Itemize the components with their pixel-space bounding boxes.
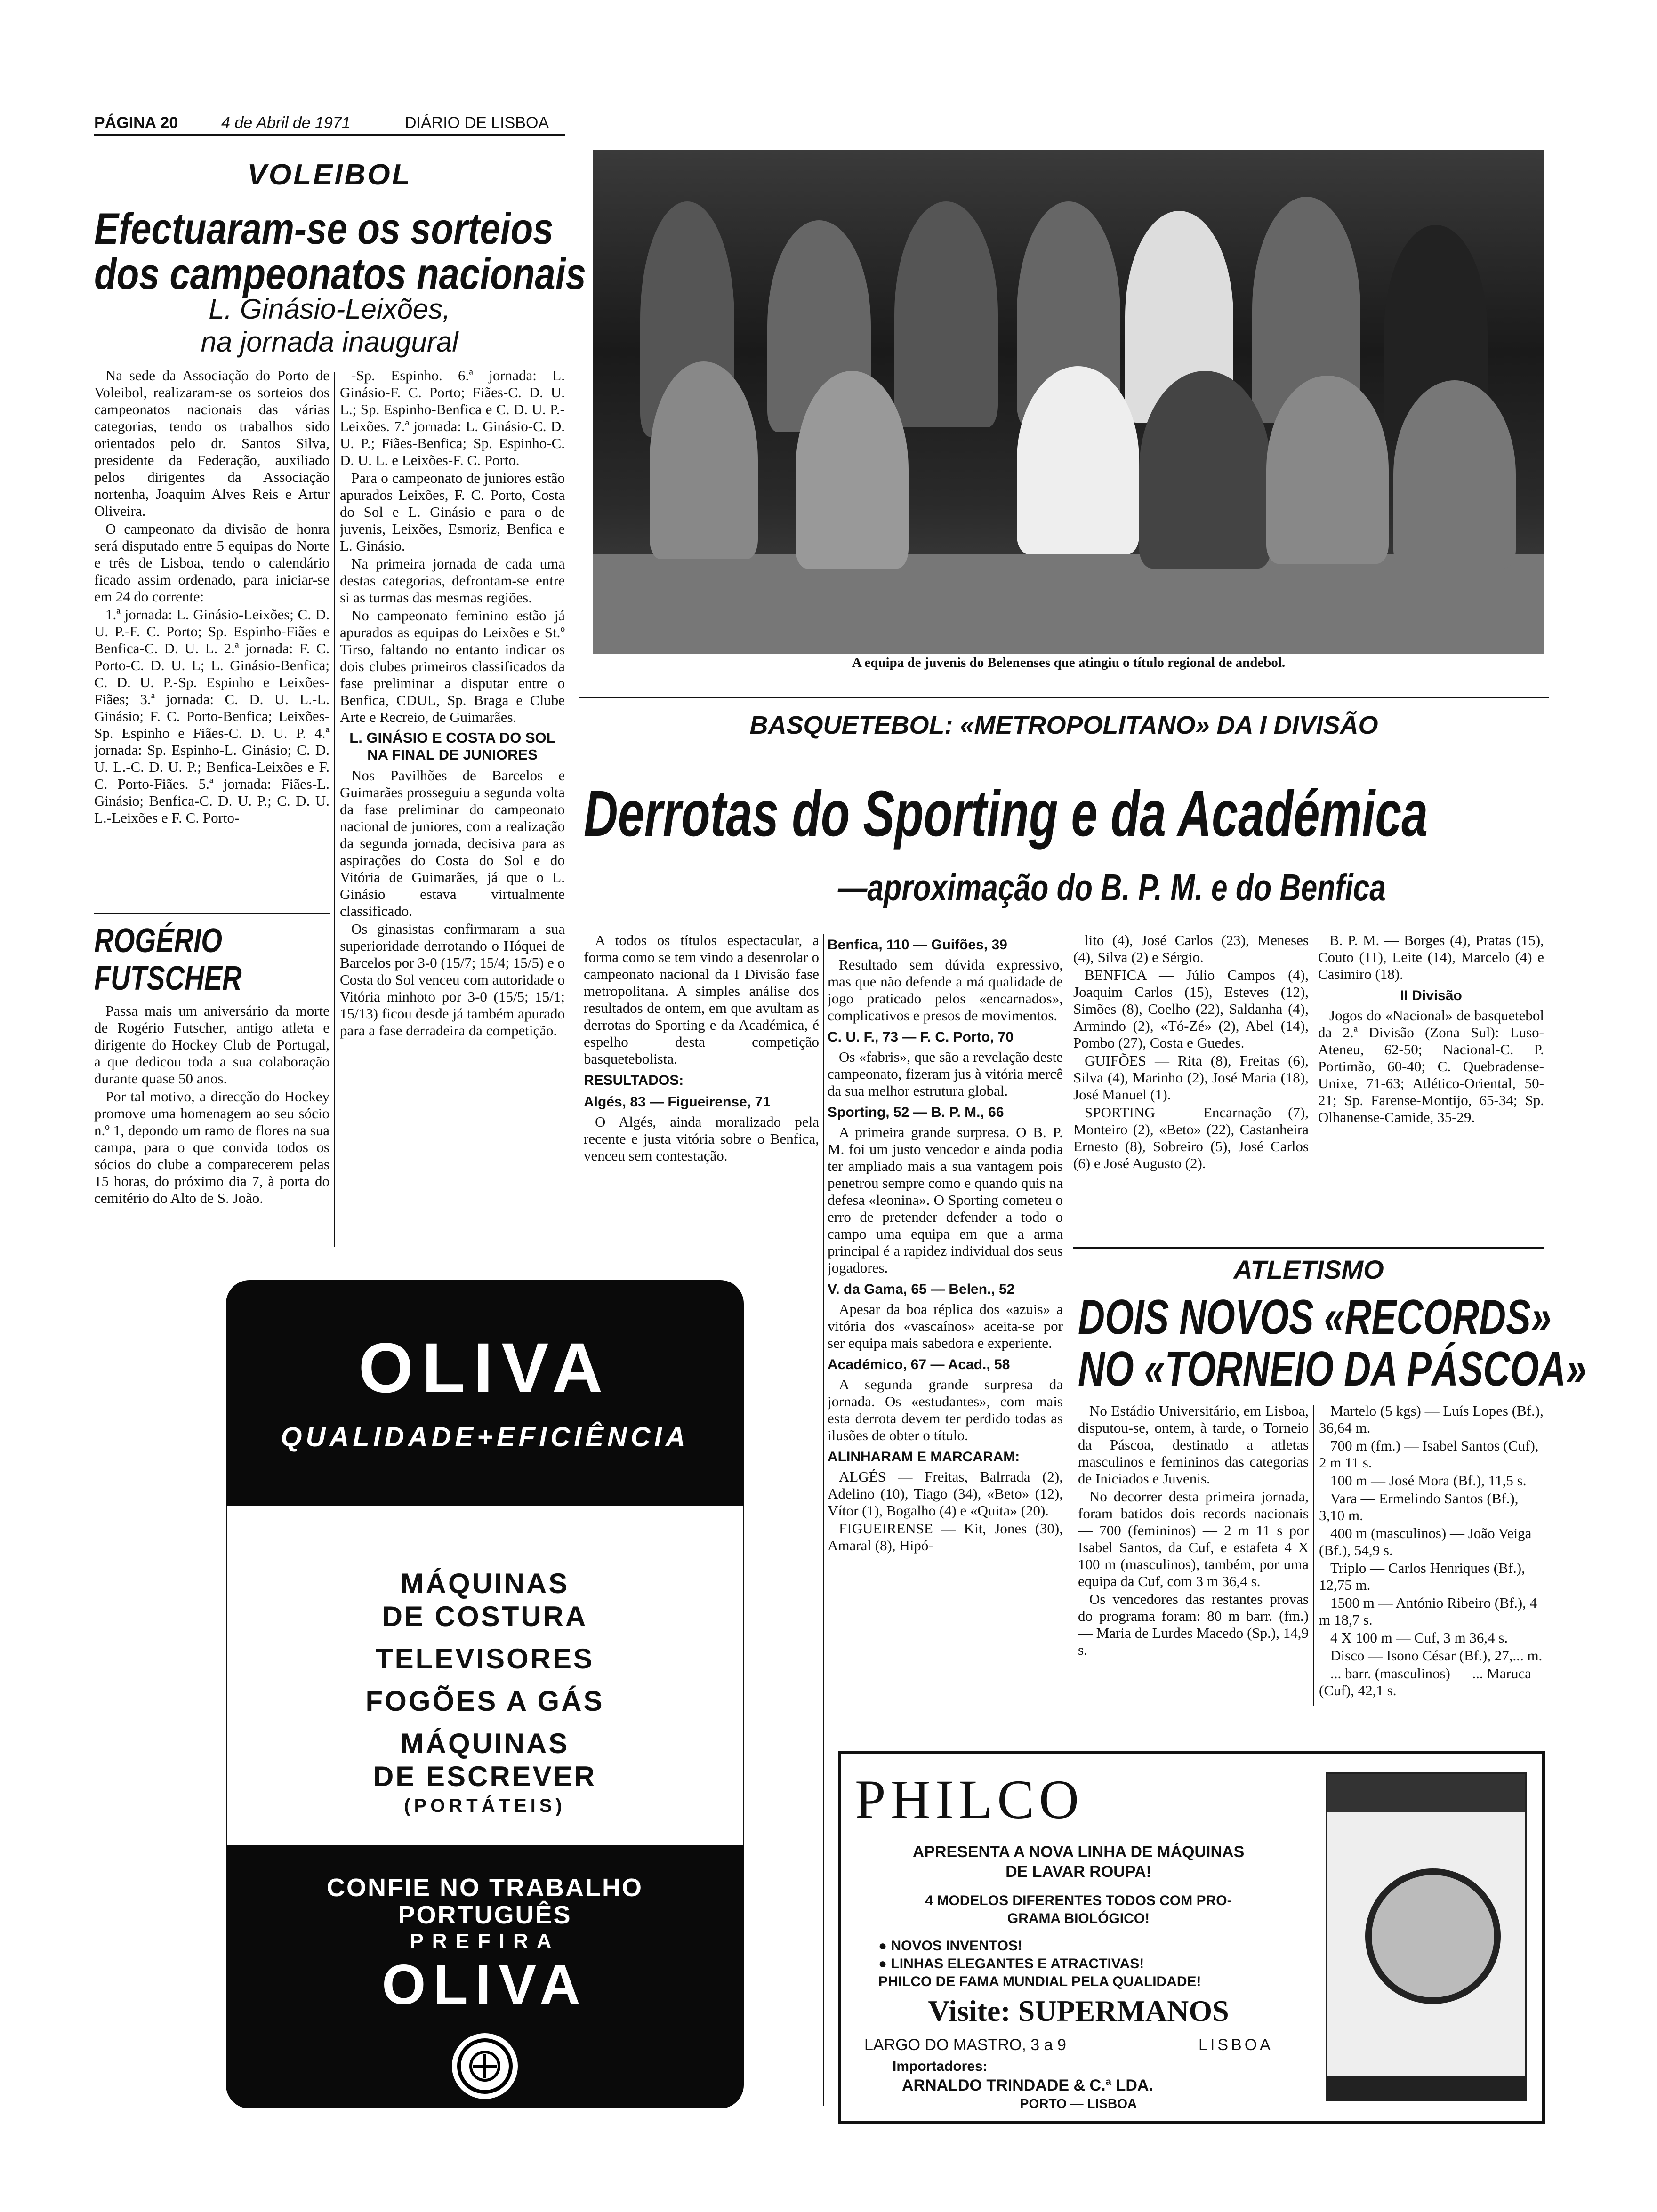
results-label: RESULTADOS: (584, 1073, 684, 1088)
photo-player (796, 371, 909, 569)
philco-city: LISBOA (1199, 2036, 1273, 2054)
result-line: Martelo (5 kgs) — Luís Lopes (Bf.), 36,64 m. (1319, 1403, 1544, 1436)
paragraph: FIGUEIRENSE — Kit, Jones (30), Amaral (8), Hipó- (828, 1520, 1063, 1554)
product-stoves: FOGÕES A GÁS (365, 1685, 604, 1717)
philco-importers-label: Importadores: (893, 2059, 988, 2074)
futscher-body (94, 1002, 330, 1247)
paragraph: A todos os títulos espectacular, a forma como se tem vindo a desenrolar o campeonato nacional da I Divisão fase metropolitana. A simples análise dos resultados de ontem, em que avultam as derrotas do Sporting e da Académica, é espelho desta competição basquetebolista. (584, 932, 819, 1067)
paragraph: A segunda grande surpresa da jornada. Os «estudantes», com mais esta derrota devem ter perdido todas as ilusões de obter o título. (828, 1376, 1063, 1443)
paragraph: B. P. M. — Borges (4), Pratas (15), Couto (11), Leite (14), Marcelo (4) e Casimiro (18). (1318, 932, 1544, 982)
paragraph: Para o campeonato de juniores estão apurados Leixões, F. C. Porto, Costa do Sol e L. Ginásio e para o de juvenis, Leixões, Esmoriz, Benfica e L. Ginásio. (340, 470, 565, 554)
oliva-confie-2: PORTUGUÊS (398, 1901, 572, 1929)
result-line: Disco — Isono César (Bf.), 27,... m. (1330, 1647, 1543, 1664)
philco-visite: Visite: SUPERMANOS (928, 1994, 1229, 2028)
futscher-title-1: ROGÉRIO (94, 922, 223, 960)
paragraph: No decorrer desta primeira jornada, foram batidos dois records nacionais — 700 (femininos) — 2 m 11 s por Isabel Santos, da Cuf, e estafeta 4 X 100 m (masculinos), também, por uma equipa da Cuf, com 3 m 36,4 s. (1078, 1488, 1309, 1589)
product-tv: TELEVISORES (375, 1643, 595, 1675)
atletismo-column-1 (1078, 1403, 1309, 1713)
result-cuf-porto: C. U. F., 73 — F. C. Porto, 70 (828, 1029, 1014, 1045)
futscher-title-2: FUTSCHER (94, 960, 242, 997)
philco-line-1: APRESENTA A NOVA LINHA DE MÁQUINAS (912, 1843, 1245, 1861)
washing-machine-image (1316, 1758, 1533, 2107)
photo-player (1139, 371, 1271, 569)
philco-logo: PHILCO (855, 1769, 1084, 1830)
oliva-logo-2: OLIVA (382, 1953, 588, 2016)
result-line: 1500 m — António Ribeiro (Bf.), 4 m 18,7 s. (1319, 1595, 1537, 1628)
column-divider (823, 934, 824, 2106)
philco-bullet-3: PHILCO DE FAMA MUNDIAL PELA QUALIDADE! (878, 1974, 1201, 1989)
basket-column-2 (828, 932, 1063, 1746)
voleibol-deck-2: na jornada inaugural (201, 326, 458, 358)
basket-column-4 (1318, 932, 1544, 1271)
paragraph: Nos Pavilhões de Barcelos e Guimarães prosseguiu a segunda volta da fase preliminar do campeonato nacional de juniores, com a realização da segunda jornada, decisiva para as aspirações do Costa do Sol e do Vitória de Guimarães, já que o L. Ginásio estava virtualmente classificado. (340, 767, 565, 919)
philco-importer-city: PORTO — LISBOA (1020, 2096, 1137, 2111)
result-line: 400 m (masculinos) — João Veiga (Bf.), 54,9 s. (1319, 1525, 1532, 1558)
photo-player (894, 201, 998, 427)
product-typewriter-2: DE ESCREVER (373, 1761, 597, 1792)
oliva-products (226, 1506, 744, 1846)
photo-player (650, 361, 758, 559)
result-line: ... barr. (masculinos) — ... Maruca (Cuf), 42,1 s. (1319, 1665, 1531, 1699)
oliva-bottom-panel (226, 1845, 744, 2108)
photo-floor (593, 554, 1544, 654)
paragraph: SPORTING — Encarnação (7), Monteiro (2), «Beto» (22), Castanheira Ernesto (8), Sobreiro (5), José Carlos (6) e José Augusto (2). (1073, 1104, 1309, 1171)
philco-bullet-2: ● LINHAS ELEGANTES E ATRACTIVAS! (878, 1956, 1144, 1972)
newspaper-name: DIÁRIO DE LISBOA (405, 114, 549, 132)
issue-date: 4 de Abril de 1971 (221, 114, 351, 132)
oliva-emblem-icon (452, 2033, 518, 2099)
philco-line-4: GRAMA BIOLÓGICO! (1007, 1911, 1150, 1926)
voleibol-section-label: VOLEIBOL (247, 159, 412, 191)
voleibol-deck-1: L. Ginásio-Leixões, (209, 293, 450, 325)
paragraph: lito (4), José Carlos (23), Meneses (4), Silva (2) e Sérgio. (1073, 932, 1309, 965)
result-line: 4 X 100 m — Cuf, 3 m 36,4 s. (1330, 1629, 1508, 1646)
paragraph: Na primeira jornada de cada uma destas categorias, defrontam-se entre si as turmas das mesmas regiões. (340, 555, 565, 606)
basket-column-1 (584, 932, 819, 1271)
result-gama-belenenses: V. da Gama, 65 — Belen., 52 (828, 1282, 1015, 1297)
atletismo-headline-2: NO «TORNEIO DA PÁSCOA» (1078, 1342, 1587, 1396)
philco-importer-name: ARNALDO TRINDADE & C.ª LDA. (902, 2076, 1153, 2094)
paragraph: O Algés, ainda moralizado pela recente e justa vitória sobre o Benfica, venceu sem contestação. (584, 1114, 819, 1164)
philco-address: LARGO DO MASTRO, 3 a 9 (864, 2036, 1066, 2054)
product-sewing-2: DE COSTURA (382, 1601, 588, 1632)
oliva-confie-1: CONFIE NO TRABALHO (327, 1874, 643, 1902)
product-portable: (PORTÁTEIS) (404, 1795, 566, 1816)
philco-line-2: DE LAVAR ROUPA! (1005, 1863, 1151, 1881)
result-line: 100 m — José Mora (Bf.), 11,5 s. (1330, 1472, 1527, 1489)
washer-body (1326, 1772, 1527, 2101)
paragraph: O campeonato da divisão de honra será disputado entre 5 equipas do Norte e três de Lisboa, tendo o calendário ficado assim ordenado, para iniciar-se em 24 do corrente: (94, 521, 330, 605)
column-divider (334, 372, 335, 1247)
result-sporting-bpm: Sporting, 52 — B. P. M., 66 (828, 1105, 1004, 1120)
basket-headline: Derrotas do Sporting e da Académica (584, 777, 1428, 850)
product-typewriter-1: MÁQUINAS (400, 1728, 570, 1759)
voleibol-column-1 (94, 367, 330, 908)
basket-deck: —aproximação do B. P. M. e do Benfica (838, 866, 1386, 908)
result-line: Vara — Ermelindo Santos (Bf.), 3,10 m. (1319, 1490, 1519, 1523)
page-header (94, 114, 565, 133)
philco-line-3: 4 MODELOS DIFERENTES TODOS COM PRO- (925, 1893, 1232, 1908)
atletismo-rule (1073, 1247, 1544, 1249)
atletismo-column-2 (1319, 1403, 1544, 1713)
washer-base (1327, 2076, 1525, 2099)
paragraph: No campeonato feminino estão já apurados as equipas do Leixões e St.º Tirso, faltando no entanto indicar os dois clubes primeiros classificados da fase preliminar a disputar entre o Benfica, CDUL, Sp. Braga e Clube Arte e Recreio, de Guimarães. (340, 607, 565, 725)
voleibol-column-2 (340, 367, 565, 1247)
voleibol-headline-1: Efectuaram-se os sorteios (94, 204, 554, 253)
paragraph: 1.ª jornada: L. Ginásio-Leixões; C. D. U. P.-F. C. Porto; Sp. Espinho-Fiães e Benfica-C. D. U. L. 2.ª jornada: F. C. Porto-C. D. U. L; L. Ginásio-Benfica; C. D. U. P.-Sp. Espinho e Leixões-Fiães; 3.ª jornada: C. D. U. L.-L. Ginásio; F. C. Porto-Benfica; Leixões-Sp. Espinho e Fiães-C. D. U. P. 4.ª jornada: Sp. Espinho-L. Ginásio; C. D. U. L.-C. D. U. P.; Benfica-Leixões e F. C. Porto-Fiães. 5.ª jornada: Fiães-L. Ginásio; Benfica-C. D. U. P.; C. D. U. L.-Leixões e F. C. Porto- (94, 606, 330, 826)
oliva-slogan: QUALIDADE+EFICIÊNCIA (281, 1422, 689, 1452)
oliva-advertisement (226, 1280, 744, 2118)
paragraph: ALGÉS — Freitas, Balrrada (2), Adelino (10), Tiago (34), «Beto» (12), Vítor (1), Bogalho (4) e «Quita» (20). (828, 1468, 1063, 1519)
paragraph: Passa mais um aniversário da morte de Rogério Futscher, antigo atleta e dirigente do Hockey Club de Portugal, a que dedicou toda a sua colaboração durante quase 50 anos. (94, 1002, 330, 1087)
column-divider (1313, 1405, 1314, 1706)
photo-caption: A equipa de juvenis do Belenenses que atingiu o título regional de andebol. (852, 655, 1286, 670)
photo-rule (579, 697, 1549, 698)
paragraph: Os «fabris», que são a revelação deste campeonato, fizeram jus à vitória mercê da sua melhor estrutura global. (828, 1049, 1063, 1099)
division-2-label: II Divisão (1400, 988, 1462, 1003)
futscher-rule (94, 913, 330, 914)
paragraph: Jogos do «Nacional» de basquetebol da 2.ª Divisão (Zona Sul): Luso-Ateneu, 62-50; Nacional-C. P. Portimão, 60-40; C. Quebradense-Unixe, 71-63; Atlético-Oriental, 50-21; Sp. Farense-Montijo, 65-34; Sp. Olhanense-Camide, 35-29. (1318, 1007, 1544, 1125)
paragraph: Os vencedores das restantes provas do programa foram: 80 m barr. (fm.) — Maria de Lurdes Macedo (Sp.), 14,9 s. (1078, 1591, 1309, 1658)
product-sewing-1: MÁQUINAS (400, 1568, 570, 1599)
paragraph: GUIFÕES — Rita (8), Freitas (6), Silva (4), Marinho (2), José Maria (18), José Manuel (1). (1073, 1052, 1309, 1103)
paragraph: A primeira grande surpresa. O B. P. M. foi um justo vencedor e ainda podia ter ampliado mais a sua vantagem pois penetrou sempre como e quando quis na defesa «leonina». O Sporting cometeu o erro de pretender defender a todo o campo uma equipa em que a arma principal é a rapidez individual dos seus jogadores. (828, 1124, 1063, 1276)
atletismo-section-label: ATLETISMO (1233, 1255, 1384, 1284)
basket-section-label: BASQUETEBOL: «METROPOLITANO» DA I DIVISÃO (749, 711, 1378, 739)
paragraph: Os ginasistas confirmaram a sua superioridade derrotando o Hóquei de Barcelos por 3-0 (15/7; 15/4; 15/5) e o Costa do Sol venceu com autoridade o Vitória minhoto por 3-0 (15/5; 15/1; 15/13) ficou desde já também apurado para a fase derradeira da competição. (340, 921, 565, 1039)
paragraph: Apesar da boa réplica dos «azuis» a vitória dos «vascaínos» aceita-se por ser equipa mais sabedora e experiente. (828, 1301, 1063, 1351)
atletismo-headline-1: DOIS NOVOS «RECORDS» (1078, 1290, 1552, 1345)
result-academico-academica: Académico, 67 — Acad., 58 (828, 1357, 1010, 1372)
photo-player (1393, 380, 1516, 569)
philco-advertisement (838, 1751, 1545, 2124)
result-line: Triplo — Carlos Henriques (Bf.), 12,75 m. (1319, 1560, 1525, 1593)
result-benfica-guifões: Benfica, 110 — Guifões, 39 (828, 937, 1007, 953)
team-photo (593, 150, 1544, 654)
paragraph: BENFICA — Júlio Campos (4), Joaquim Carlos (15), Esteves (12), Simões (8), Coelho (22), Saldanha (4), Armindo (2), «Tó-Zé» (2), Abel (14), Pombo (27), Costa e Guedes. (1073, 967, 1309, 1051)
result-line: 700 m (fm.) — Isabel Santos (Cuf), 2 m 11 s. (1319, 1437, 1539, 1471)
oliva-prefira: PREFIRA (410, 1930, 560, 1953)
paragraph: Por tal motivo, a direcção do Hockey promove uma homenagem ao seu sócio n.º 1, depondo um ramo de flores na sua campa, para o que convida todos os sócios do clube a comparecerem pelas 15 horas, do próximo dia 7, à porta do cemitério do Alto de S. João. (94, 1088, 330, 1206)
philco-bullet-1: ● NOVOS INVENTOS! (878, 1938, 1022, 1954)
oliva-top-panel (226, 1280, 744, 1506)
voleibol-headline-2: dos campeonatos nacionais (94, 249, 586, 298)
subhead-final-juniores: L. GINÁSIO E COSTA DO SOL NA FINAL DE JUNIORES (349, 729, 555, 763)
paragraph: Resultado sem dúvida expressivo, mas que não defende a má qualidade de jogo praticado pelos «encarnados», complicativos e presos de movimentos. (828, 956, 1063, 1024)
washer-door-icon (1365, 1868, 1501, 2004)
paragraph: -Sp. Espinho. 6.ª jornada: L. Ginásio-F. C. Porto; Fiães-C. D. U. L.; Sp. Espinho-Benfica e C. D. U. P.-Leixões. 7.ª jornada: L. Ginásio-C. D. U. P.; Fiães-Benfica; Sp. Espinho-C. D. U. L. e Leixões-F. C. Porto. (340, 367, 565, 468)
photo-player (1017, 366, 1139, 554)
basket-column-3 (1073, 932, 1309, 1271)
header-rule (94, 134, 565, 136)
lineups-label: ALINHARAM E MARCARAM: (828, 1449, 1020, 1465)
paragraph: Na sede da Associação do Porto de Voleibol, realizaram-se os sorteios dos campeonatos nacionais das várias categorias, tendo os trabalhos sido orientados pelo dr. Santos Silva, presidente da Federação, auxiliado pelos dirigentes da Associação nortenha, Joaquim Alves Reis e Artur Oliveira. (94, 367, 330, 519)
page-number: PÁGINA 20 (94, 114, 178, 132)
photo-player (1266, 376, 1389, 564)
oliva-logo: OLIVA (358, 1328, 611, 1407)
result-algés-figueirense: Algés, 83 — Figueirense, 71 (584, 1094, 771, 1110)
paragraph: No Estádio Universitário, em Lisboa, disputou-se, ontem, à tarde, o Torneio da Páscoa, destinado a atletas masculinos e femininos das categorias de Iniciados e Juvenis. (1078, 1403, 1309, 1487)
washer-control-panel (1327, 1774, 1525, 1812)
